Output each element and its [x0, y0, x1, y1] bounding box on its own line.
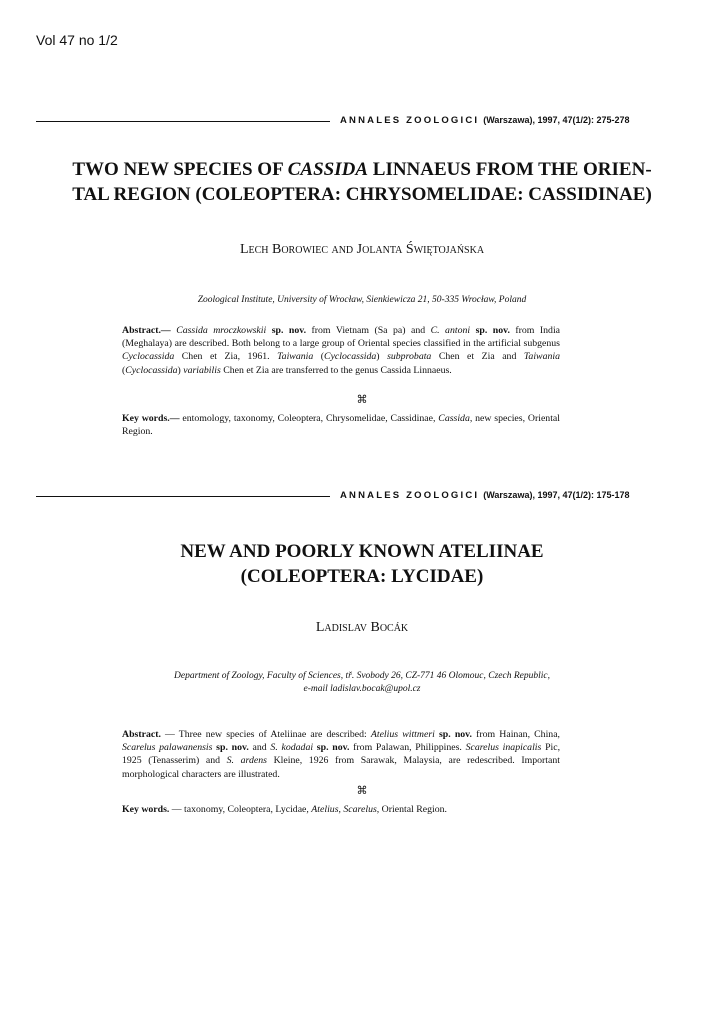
abstract-label: Abstract.— — [122, 325, 171, 336]
ornament-icon: ⌘ — [356, 785, 368, 797]
journal-name: ANNALES ZOOLOGICI — [340, 490, 480, 501]
affiliation-email: e-mail ladislav.bocak@upol.cz — [303, 684, 421, 694]
title-genus: CASSIDA — [287, 159, 369, 180]
abstract: Abstract. — Three new species of Ateliinae are described: Atelius wittmeri sp. nov. from Hainan, China, Scarelus palawanensis sp. nov. and S. kodadai sp. nov. from Palawan, Philippines. Scarelus inapicalis Pic, 1925 (Tenasserim) and S. ardens Kleine, 1926 from Sarawak, Malaysia, are redescribed. Important morphological characters are illustrated. — [122, 729, 561, 780]
article-title — [40, 157, 684, 207]
running-header — [340, 115, 630, 126]
article-title — [40, 539, 684, 589]
affiliation: Zoological Institute, University of Wrocław, Sienkiewicza 21, 50-335 Wrocław, Poland — [197, 295, 527, 305]
volume-note: Vol 47 no 1/2 — [36, 32, 118, 48]
journal-name: ANNALES ZOOLOGICI — [340, 115, 480, 126]
ornament-icon: ⌘ — [356, 394, 368, 406]
keywords: Key words.— entomology, taxonomy, Coleoptera, Chrysomelidae, Cassidinae, Cassida, new species, Oriental Region. — [122, 413, 560, 438]
title-text: LINNAEUS FROM THE ORIEN- — [368, 159, 652, 180]
authors: Ladislav Bocák — [315, 620, 409, 635]
keywords-label: Key words.— — [122, 413, 180, 424]
title-line-2: (COLEOPTERA: LYCIDAE) — [240, 566, 484, 587]
running-header — [340, 490, 630, 501]
keywords: Key words. — taxonomy, Coleoptera, Lycidae, Atelius, Scarelus, Oriental Region. — [122, 804, 447, 815]
citation: (Warszawa), 1997, 47(1/2): 275-278 — [483, 115, 630, 125]
abstract: Abstract.— Cassida mroczkowskii sp. nov. from Vietnam (Sa pa) and C. antoni sp. nov. from India (Meghalaya) are described. Both belong to a large group of Oriental species classified in the artificial subgenus Cyclocassida Chen et Zia, 1961. Taiwania (Cyclocassida) subprobata Chen et Zia and Taiwania (Cyclocassida) variabilis Chen et Zia are transferred to the genus Cassida Linnaeus. — [122, 325, 561, 376]
citation: (Warszawa), 1997, 47(1/2): 175-178 — [483, 490, 630, 500]
header-rule — [36, 121, 330, 122]
abstract-label: Abstract. — [122, 729, 161, 740]
title-line-1: NEW AND POORLY KNOWN ATELIINAE — [180, 541, 544, 562]
keywords-label: Key words. — [122, 804, 170, 815]
authors: Lech Borowiec and Jolanta Świętojańska — [239, 242, 485, 257]
title-line-2: TAL REGION (COLEOPTERA: CHRYSOMELIDAE: CASSIDINAE) — [72, 184, 652, 205]
title-text: TWO NEW SPECIES OF — [72, 159, 288, 180]
header-rule — [36, 496, 330, 497]
affiliation-line-1: Department of Zoology, Faculty of Sciences, tř. Svobody 26, CZ-771 46 Olomouc, Czech Republic, — [174, 671, 550, 681]
affiliation — [100, 670, 624, 696]
